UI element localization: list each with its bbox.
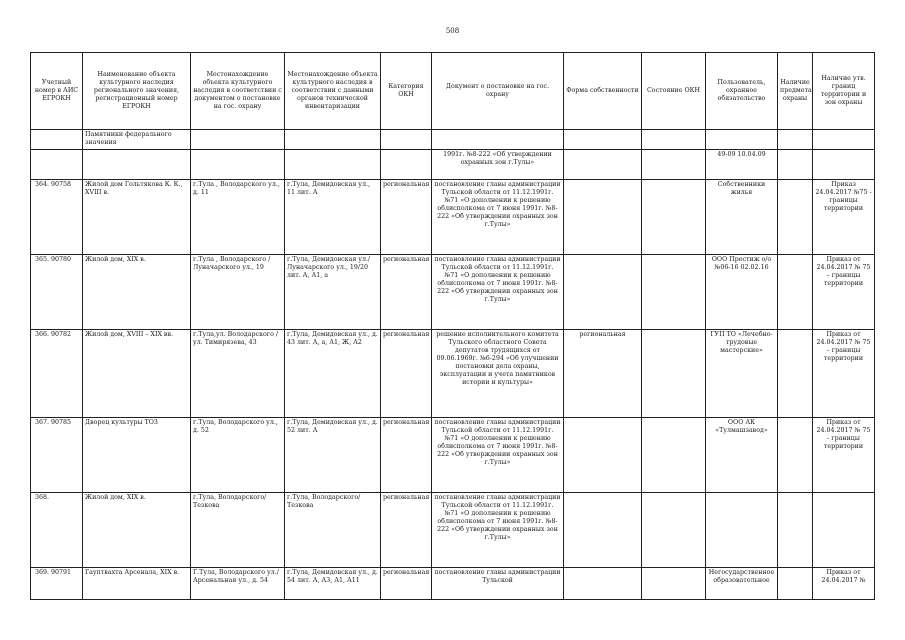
header-cell: Наличие утв. границ территории и зон охраны — [813, 53, 875, 130]
record-number-cell: 365. 90780 — [31, 255, 83, 330]
continuation-row — [31, 150, 875, 180]
document-cell: постановление главы администрации Тульской области от 11.12.1991г. №71 «О дополнении к решению облисполкома от 7 июня 1991г. №8-222 «Об утверждении охранных зон г.Тулы» — [432, 493, 564, 568]
boundaries-cell — [813, 493, 875, 568]
table-row — [31, 330, 875, 418]
subheader-row — [31, 130, 875, 150]
document-cell: постановление главы администрации Тульской — [432, 568, 564, 600]
category-cell: региональная — [381, 330, 432, 418]
category-cell: региональная — [381, 255, 432, 330]
protection-subject-cell — [778, 255, 813, 330]
document-cell: постановление главы администрации Тульской области от 11.12.1991г. №71 «О дополнении к решению облисполкома от 7 июня 1991г. №8-222 «Об утверждении охранных зон г.Тулы» — [432, 180, 564, 255]
record-number-cell: 366. 90782 — [31, 330, 83, 418]
header-cell: Наименование объекта культурного наследия регионального значения, регистрационный номер ЕГРОКН — [83, 53, 191, 130]
user-cell: Негосударственное образовательное — [706, 568, 778, 600]
user-cell: 49-09 10.04.09 — [706, 150, 778, 180]
table-row — [31, 568, 875, 600]
record-number-cell: 364. 90758 — [31, 180, 83, 255]
user-cell: Собственники жилья — [706, 180, 778, 255]
header-cell: Пользователь, охранное обязательство — [706, 53, 778, 130]
header-cell: Документ о постановке на гос. охрану — [432, 53, 564, 130]
header-cell: Местонахождение объекта культурного наследия в соответствии с документом о постановке на гос. охрану — [191, 53, 285, 130]
location-doc-cell: г.Тула,ул. Володарского / ул. Тимирязева, 43 — [191, 330, 285, 418]
location-inventory-cell: г.Тула, Володарского/Тезкова — [285, 493, 381, 568]
protection-subject-cell — [778, 330, 813, 418]
object-name-cell: Жилой дом Гольтякова К. К., XVIII в. — [83, 180, 191, 255]
table-row — [31, 255, 875, 330]
object-name-cell: Жилой дом, XIX в. — [83, 255, 191, 330]
location-inventory-cell: г.Тула, Демидовская ул., д. 43 лит. А, а, А1, Ж, А2 — [285, 330, 381, 418]
user-cell — [706, 493, 778, 568]
subheader-label: Памятники федерального значения — [83, 130, 191, 150]
protection-subject-cell — [778, 418, 813, 493]
boundaries-cell: Приказ 24.04.2017 №75 - границы территории — [813, 180, 875, 255]
heritage-table — [30, 52, 875, 600]
header-cell: Учетный номер в АИС ЕГРОКН — [31, 53, 83, 130]
object-name-cell: Гауптвахта Арсенала, XIX в. — [83, 568, 191, 600]
ownership-cell — [564, 418, 642, 493]
boundaries-cell: Приказ от 24.04.2017 № 75 - границы территории — [813, 418, 875, 493]
object-name-cell: Дворец культуры ТОЗ — [83, 418, 191, 493]
condition-cell — [642, 255, 706, 330]
condition-cell — [642, 180, 706, 255]
object-name-cell: Жилой дом, XVIII – XIX вв. — [83, 330, 191, 418]
category-cell: региональная — [381, 568, 432, 600]
ownership-cell — [564, 255, 642, 330]
location-inventory-cell: г.Тула, Демидовская ул., д. 54 лит. А, А3, А1, А11 — [285, 568, 381, 600]
user-cell: ГУП ТО «Лечебно-трудовые мастерские» — [706, 330, 778, 418]
ownership-cell — [564, 493, 642, 568]
ownership-cell — [564, 180, 642, 255]
protection-subject-cell — [778, 568, 813, 600]
page-number: 508 — [445, 27, 460, 35]
header-cell: Местонахождение объекта культурного наследия в соответствии с данными органов технической инвентаризации — [285, 53, 381, 130]
header-cell: Форма собственности — [564, 53, 642, 130]
record-number-cell: 369. 90791 — [31, 568, 83, 600]
ownership-cell: региональная — [564, 330, 642, 418]
header-cell: Категория ОКН — [381, 53, 432, 130]
record-number-cell: 368. — [31, 493, 83, 568]
protection-subject-cell — [778, 180, 813, 255]
location-doc-cell: Г.Тула, Володарского ул./Арсенальная ул., д. 54 — [191, 568, 285, 600]
category-cell: региональная — [381, 418, 432, 493]
category-cell: региональная — [381, 493, 432, 568]
document-cell: постановление главы администрации Тульской области от 11.12.1991г. №71 «О дополнении к решению облисполкома от 7 июня 1991г. №8-222 «Об утверждении охранных зон г.Тулы» — [432, 255, 564, 330]
condition-cell — [642, 493, 706, 568]
header-cell: Наличие предмета охраны — [778, 53, 813, 130]
header-cell: Состояние ОКН — [642, 53, 706, 130]
boundaries-cell: Приказ от 24.04.2017 № — [813, 568, 875, 600]
table-row — [31, 493, 875, 568]
location-doc-cell: г.Тула , Володарского ул., д. 11 — [191, 180, 285, 255]
header-row — [31, 53, 875, 130]
record-number-cell: 367. 90785 — [31, 418, 83, 493]
condition-cell — [642, 568, 706, 600]
location-doc-cell: г.Тула , Володарского / Луначарского ул., 19 — [191, 255, 285, 330]
ownership-cell — [564, 568, 642, 600]
protection-subject-cell — [778, 493, 813, 568]
document-cell: 1991г. №8-222 «Об утверждении охранных зон г.Тулы» — [432, 150, 564, 180]
table-body — [31, 180, 875, 600]
location-doc-cell: г.Тула, Володарского ул., д. 52 — [191, 418, 285, 493]
location-inventory-cell: г.Тула, Демидовская ул., д. 52 лит. А — [285, 418, 381, 493]
boundaries-cell: Приказ от 24.04.2017 № 75 – границы территории — [813, 255, 875, 330]
user-cell: ООО Престиж о/о №06-16 02.02.16 — [706, 255, 778, 330]
location-inventory-cell: г.Тула, Демидовская ул., 11 лит. А — [285, 180, 381, 255]
user-cell: ООО АК «Тулмашзавод» — [706, 418, 778, 493]
document-cell: решение исполнительного комитета Тульского областного Совета депутатов трудящихся от 09.06.1969г. №6-294 «Об улучшении постановки дела охраны, эксплуатации и учета памятников истории и культуры» — [432, 330, 564, 418]
condition-cell — [642, 330, 706, 418]
table-row — [31, 180, 875, 255]
location-doc-cell: г.Тула, Володарского/Тезкова — [191, 493, 285, 568]
condition-cell — [642, 418, 706, 493]
location-inventory-cell: г.Тула, Демидовская ул./Луначарского ул., 19/20 лит. А, А1, а — [285, 255, 381, 330]
boundaries-cell: Приказ от 24.04.2017 № 75 – границы территории — [813, 330, 875, 418]
object-name-cell: Жилой дом, XIX в. — [83, 493, 191, 568]
document-cell: постановление главы администрации Тульской области от 11.12.1991г. №71 «О дополнении к решению облисполкома от 7 июня 1991г. №8-222 «Об утверждении охранных зон г.Тулы» — [432, 418, 564, 493]
category-cell: региональная — [381, 180, 432, 255]
table-row — [31, 418, 875, 493]
